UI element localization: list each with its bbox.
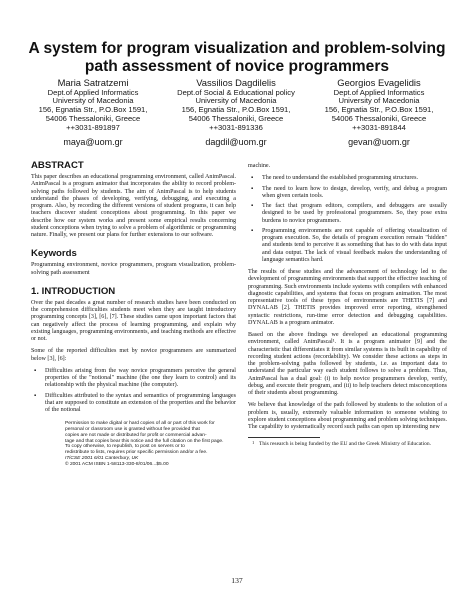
permission-line: © 2001 ACM ISBN 1-58113-330-8/01/06...$5.00 bbox=[65, 461, 169, 467]
author-block bbox=[0, 78, 474, 154]
list-item: ▪ Difficulties attributed to the syntax and semantics of programming languages that are supposed to constitute an extension of the properties and the behavior of the notional bbox=[31, 393, 236, 415]
author-1 bbox=[18, 78, 168, 148]
list-item: ▪ The fact that program editors, compilers, and debuggers are usually designed to be used by professional programmers. So, they pose extra burdens to novice programmers. bbox=[248, 203, 447, 225]
body-paragraph: The results of these studies and the advancement of technology led to the development of programming environments that support the effective teaching of programming. Such environments include systems with compilers with enhanced diagnostic capabilities, and systems that focus on program animation. The most representative tools of these types of environments are THETIS [7] and DYNALAB [2]. THETIS provides improved error reporting, strengthened syntactic restrictions, run-time error detection and debugging capabilities. DYNALAB is a program animator. bbox=[248, 269, 447, 326]
body-paragraph: Based on the above findings we developed an educational programming environment, called AnimPascal¹. It is a program animator [9] and the characteristic that differentiates it from similar systems is its built in capability of recording student actions (recordability). We consider these actions as steps in the problem-solving paths followed by students, i.e. as important data to understand the particular way each student follows to solve a problem. Thus, AnimPascal has a dual goal: (i) to help novice programmers develop, verify, debug, and execute their program, and (ii) to help teachers detect misconceptions of their students about programming. bbox=[248, 332, 447, 396]
permission-line: redistribute to lists, requires prior specific permission and/or a fee. bbox=[65, 450, 208, 456]
introduction-paragraph: Some of the reported difficulties met by novice programmers are summarized below [3], [6]: bbox=[31, 348, 236, 362]
author-address: 54006 Thessaloniki, Greece bbox=[188, 113, 284, 123]
author-affiliation: University of Macedonia bbox=[195, 96, 277, 106]
author-phone: ++3031-891336 bbox=[209, 122, 263, 132]
paper-title bbox=[0, 40, 474, 75]
author-affiliation: University of Macedonia bbox=[338, 96, 420, 106]
author-2 bbox=[161, 78, 311, 148]
author-name: Vassilios Dagdilelis bbox=[196, 77, 276, 88]
author-name: Georgios Evagelidis bbox=[337, 77, 421, 88]
author-3 bbox=[304, 78, 454, 148]
page-number: 137 bbox=[231, 576, 243, 585]
keywords-text: Programming environment, novice programmers, program visualization, problem-solving path assessment bbox=[31, 262, 236, 276]
author-address: 156, Egnatia Str., P.O.Box 1591, bbox=[181, 105, 291, 115]
author-address: 54006 Thessaloniki, Greece bbox=[45, 113, 141, 123]
list-item: ▪ Difficulties arising from the way novice programmers perceive the general properties of the "notional" machine (the one they learn to control) and its relationship with the physical machine (the computer). bbox=[31, 368, 236, 390]
author-address: 156, Egnatia Str., P.O.Box 1591, bbox=[324, 105, 434, 115]
needs-list bbox=[248, 175, 447, 264]
list-item: ▪ The need to understand the established programming structures. bbox=[248, 175, 447, 182]
right-column bbox=[248, 163, 447, 448]
abstract-text: This paper describes an educational programming environment, called AnimPascal. AnimPascal is a program animator that incorporates the ability to record problem-solving paths followed by students. The aim of AnimPascal is to help students understand the phases of developing, verifying, debugging, and executing a program. Also, by recording the different versions of student programs, it can help teachers discover student conceptions about programming. In this paper we describe how our system works and present some empirical results concerning student conceptions when trying to solve a problem of algorithmic or programming nature. Finally, we present our plans for further extensions to our software. bbox=[31, 174, 236, 238]
introduction-paragraph: Over the past decades a great number of research studies have been conducted on the comprehension difficulties students meet when they are taught introductory programming concepts [3], [6], [7]. These studies came upon important factors that can negatively affect the process of learning programming, and explain why existing languages, programming environments, and teaching methods are effective or not. bbox=[31, 299, 236, 342]
permission-line: ITiCSE 2001 6/01 Canterbury, UK bbox=[65, 456, 139, 462]
body-paragraph: We believe that knowledge of the path followed by students to the solution of a problem is, usually, extremely valuable information to someone wishing to explore student conceptions about programming and problem solving techniques. The capability to systematically record such paths can open up interesting new bbox=[248, 402, 447, 430]
author-affiliation: Dept.of Applied Informatics bbox=[333, 87, 425, 97]
footnote-text: This research is being funded by the EU and the Greek Ministry of Education. bbox=[259, 441, 431, 448]
author-address: 156, Egnatia Str., P.O.Box 1591, bbox=[38, 105, 148, 115]
author-email: gevan@uom.gr bbox=[348, 137, 410, 148]
permission-line: personal or classroom use is granted without fee provided that bbox=[65, 427, 200, 433]
continuation-text: machine. bbox=[248, 163, 271, 169]
list-item: ▪ Programming environments are not capable of offering visualization of program execution. So, the details of program execution remain "hidden" and students tend to perceive it as something that has to do with data input and data output. The lack of visual feedback makes the understanding of language semantics hard. bbox=[248, 228, 447, 264]
author-affiliation: University of Macedonia bbox=[52, 96, 134, 106]
list-item: ▪ The need to learn how to design, develop, verify, and debug a program when given certain tools. bbox=[248, 186, 447, 201]
author-email: dagdil@uom.gr bbox=[205, 137, 267, 148]
introduction-heading: 1. INTRODUCTION bbox=[31, 285, 116, 297]
author-phone: ++3031-891897 bbox=[66, 122, 120, 132]
author-affiliation: Dept.of Applied Informatics bbox=[47, 87, 139, 97]
author-address: 54006 Thessaloniki, Greece bbox=[331, 113, 427, 123]
left-column bbox=[31, 160, 236, 468]
author-phone: ++3031-891844 bbox=[352, 122, 406, 132]
keywords-heading: Keywords bbox=[31, 248, 77, 260]
title-line-1: A system for program visualization and problem-solving bbox=[28, 40, 446, 57]
permission-line: Permission to make digital or hard copies of all or part of this work for bbox=[65, 421, 215, 427]
permission-line: To copy otherwise, to republish, to post on servers or to bbox=[65, 444, 185, 450]
footnote-mark: 1 bbox=[252, 440, 255, 446]
abstract-heading: ABSTRACT bbox=[31, 160, 84, 171]
permission-line: copies are not made or distributed for profit or commercial advan- bbox=[65, 432, 207, 438]
author-name: Maria Satratzemi bbox=[57, 77, 129, 88]
footnote bbox=[248, 441, 447, 447]
author-email: maya@uom.gr bbox=[63, 137, 123, 148]
title-line-2: path assessment of novice programmers bbox=[84, 57, 390, 75]
difficulties-list bbox=[31, 368, 236, 415]
author-affiliation: Dept.of Social & Educational policy bbox=[177, 87, 295, 97]
permission-line: tage and that copies bear this notice and the full citation on the first page. bbox=[65, 438, 224, 444]
permission-notice bbox=[65, 421, 236, 467]
footnote-divider bbox=[248, 437, 320, 438]
